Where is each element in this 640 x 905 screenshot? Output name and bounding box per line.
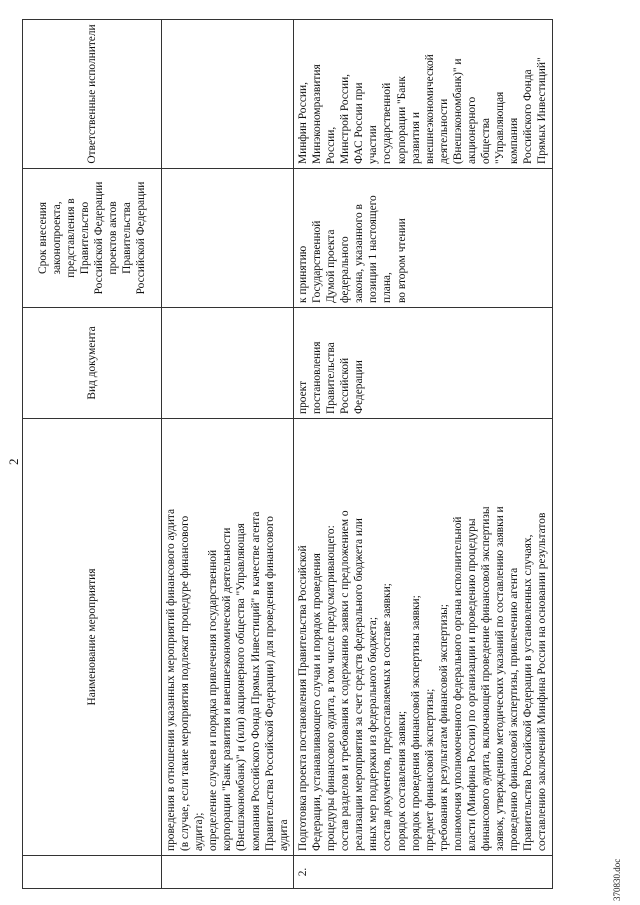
- deadline-cell: [162, 169, 294, 308]
- row-number: [162, 856, 294, 889]
- text-line: государственной: [381, 82, 394, 164]
- text-line: Минфин России,: [296, 82, 309, 164]
- row-number: 2.: [293, 856, 552, 889]
- page-number: 2: [6, 458, 21, 465]
- text-line: закона, указанного в: [353, 204, 366, 303]
- text-line: заявок, утверждению методических указаний по составлению заявки и: [494, 506, 507, 851]
- table-header-row: [23, 20, 162, 889]
- text-line: проведению финансовой экспертизы, привлечению агента: [508, 567, 521, 851]
- text-line: корпорации "Банк: [395, 76, 408, 164]
- text-line: порядок проведения финансовой экспертизы заявки;: [409, 595, 422, 851]
- text-line: предмет финансовой экспертизы;: [423, 688, 436, 851]
- header-document-type: Вид документа: [23, 308, 162, 419]
- text-line: состав разделов и требования к содержанию заявки с предложением о: [339, 510, 352, 851]
- text-line: Российской: [339, 357, 352, 414]
- header-number: [23, 856, 162, 889]
- text-line: определение случаев и порядка привлечения государственной: [207, 549, 220, 851]
- deadline-cell: [293, 169, 552, 308]
- text-line: полномочия уполномоченного федерального органа исполнительной: [451, 516, 464, 851]
- text-line: позиции 1 настоящего плана,: [367, 195, 394, 303]
- text-line: Правительства Российской Федерации в установленных случаях,: [522, 534, 535, 851]
- text-line: Минэкономразвития: [310, 64, 323, 164]
- document-reference: 370830.doc: [612, 858, 622, 901]
- text-line: Правительства: [325, 342, 338, 414]
- text-line: постановления: [310, 341, 323, 414]
- text-line: проект: [296, 380, 309, 414]
- responsible-cell: [162, 20, 294, 169]
- text-line: компания Российского Фонда Прямых Инвестиций" в качестве агента: [249, 511, 262, 851]
- text-line: развития и: [409, 112, 422, 164]
- text-line: Минстрой России,: [339, 73, 352, 164]
- document-type-cell: [293, 308, 552, 419]
- responsible-cell: [293, 20, 552, 169]
- text-line: участии: [367, 125, 380, 164]
- text-line: Думой проекта федерального: [325, 229, 352, 303]
- text-line: порядок составления заявки;: [395, 710, 408, 851]
- text-line: (Внешэкономбанк)" и: [451, 58, 464, 164]
- text-line: ФАС России при: [353, 82, 366, 164]
- text-line: требования к результатам финансовой экспертизы;: [437, 604, 450, 851]
- text-line: деятельности: [437, 98, 450, 164]
- text-line: аудита);: [193, 812, 206, 851]
- header-activity-name: Наименование мероприятия: [23, 419, 162, 856]
- activity-name-cell: [293, 419, 552, 856]
- header-deadline: Срок внесения законопроекта, представления в Правительство Российской Федерации проектов актов Правительства Российской Федерации: [23, 169, 162, 308]
- header-responsible: Ответственные исполнители: [23, 20, 162, 169]
- text-line: Прямых Инвестиций": [536, 57, 549, 164]
- text-line: составлению заключений Минфина России на основании результатов: [536, 512, 549, 851]
- text-line: Подготовка проекта постановления Правительства Российской: [296, 545, 309, 851]
- text-line: иных мер поддержки из федерального бюджета;: [367, 616, 380, 851]
- text-line: корпорации "Банк развития и внешнеэкономической деятельности: [221, 527, 234, 851]
- text-line: состав документов, предоставляемых в составе заявки;: [381, 583, 394, 851]
- table-row: [293, 20, 552, 889]
- document-type-cell: [162, 308, 294, 419]
- text-line: компания: [508, 117, 521, 164]
- text-line: России,: [325, 126, 338, 164]
- text-line: во втором чтении: [395, 218, 408, 303]
- text-line: реализации мероприятия за счет средств федерального бюджета или: [353, 518, 366, 851]
- text-line: процедуры финансового аудита, в том числе предусматривающего:: [325, 525, 338, 851]
- text-line: "Управляющая: [494, 91, 507, 164]
- table-row: [162, 20, 294, 889]
- text-line: (в случае, если такие мероприятия подлежат процедуре финансового: [179, 515, 192, 851]
- text-line: к принятию Государственной: [296, 220, 323, 303]
- text-line: общества: [480, 118, 493, 164]
- text-line: власти (Минфина России) по организации и проведению процедуры: [465, 518, 478, 851]
- text-line: Федерации: [353, 360, 366, 414]
- text-line: финансового аудита, включающей проведение финансовой экспертизы: [480, 506, 493, 851]
- text-line: аудита: [277, 819, 290, 851]
- plan-table: [22, 19, 553, 889]
- text-line: проведения в отношении указанных мероприятий финансового аудита: [165, 508, 177, 851]
- text-line: Федерации, устанавливающего случаи и порядок проведения: [310, 553, 323, 851]
- activity-name-cell: [162, 419, 294, 856]
- text-line: Российского Фонда: [522, 69, 535, 164]
- text-line: акционерного: [465, 96, 478, 164]
- text-line: Правительства Российской Федерации) для проведения финансового: [263, 516, 276, 851]
- text-line: (Внешэкономбанк)" и (или) акционерного общества "Управляющая: [235, 523, 248, 851]
- text-line: внешнеэкономической: [423, 54, 436, 164]
